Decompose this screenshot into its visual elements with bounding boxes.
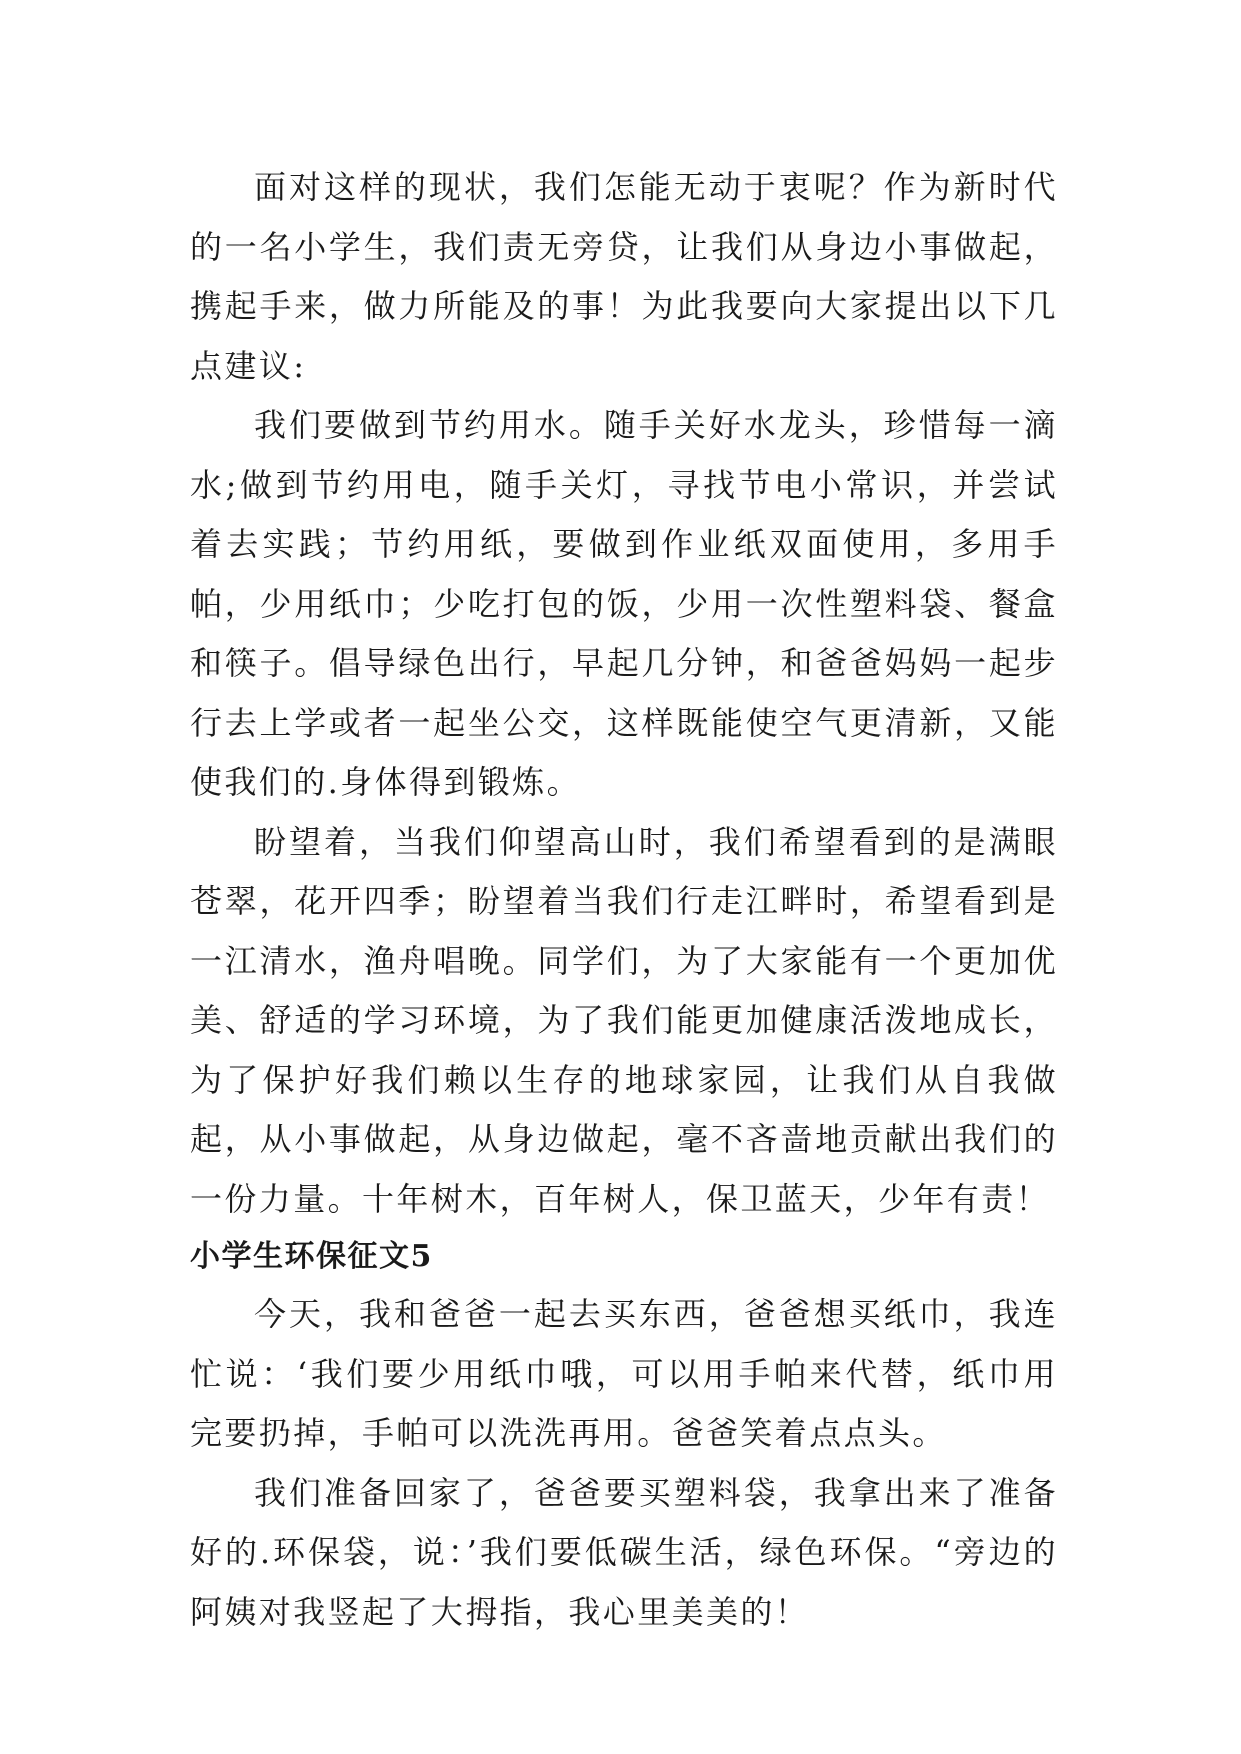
body-paragraph: 今天，我和爸爸一起去买东西，爸爸想买纸巾，我连忙说：‘我们要少用纸巾哦，可以用手帕来代替，纸巾用完要扔掉，手帕可以洗洗再用。爸爸笑着点点头。 [190, 1295, 1058, 1452]
body-paragraph: 盼望着，当我们仰望高山时，我们希望看到的是满眼苍翠，花开四季；盼望着当我们行走江畔时，希望看到是一江清水，渔舟唱晚。同学们，为了大家能有一个更加优美、舒适的学习环境，为了我们能更加健康活泼地成长，为了保护好我们赖以生存的地球家园，让我们从自我做起，从小事做起，从身边做起，毫不吝啬地贡献出我们的一份力量。十年树木，百年树人，保卫蓝天，少年有责！ [190, 822, 1058, 1218]
body-paragraph: 我们要做到节约用水。随手关好水龙头，珍惜每一滴水;做到节约用电，随手关灯，寻找节电小常识，并尝试着去实践；节约用纸，要做到作业纸双面使用，多用手帕，少用纸巾；少吃打包的饭，少用一次性塑料袋、餐盒和筷子。倡导绿色出行，早起几分钟，和爸爸妈妈一起步行去上学或者一起坐公交，这样既能使空气更清新，又能使我们的.身体得到锻炼。 [190, 406, 1058, 801]
body-paragraph: 面对这样的现状，我们怎能无动于衷呢？作为新时代的一名小学生，我们责无旁贷，让我们从身边小事做起，携起手来，做力所能及的事！为此我要向大家提出以下几点建议: [190, 168, 1058, 385]
section-heading: 小学生环保征文5 [190, 1239, 433, 1274]
document-body [190, 158, 1058, 1642]
body-paragraph: 我们准备回家了，爸爸要买塑料袋，我拿出来了准备好的.环保袋，说：’我们要低碳生活，绿色环保。“旁边的阿姨对我竖起了大拇指，我心里美美的！ [190, 1473, 1058, 1631]
